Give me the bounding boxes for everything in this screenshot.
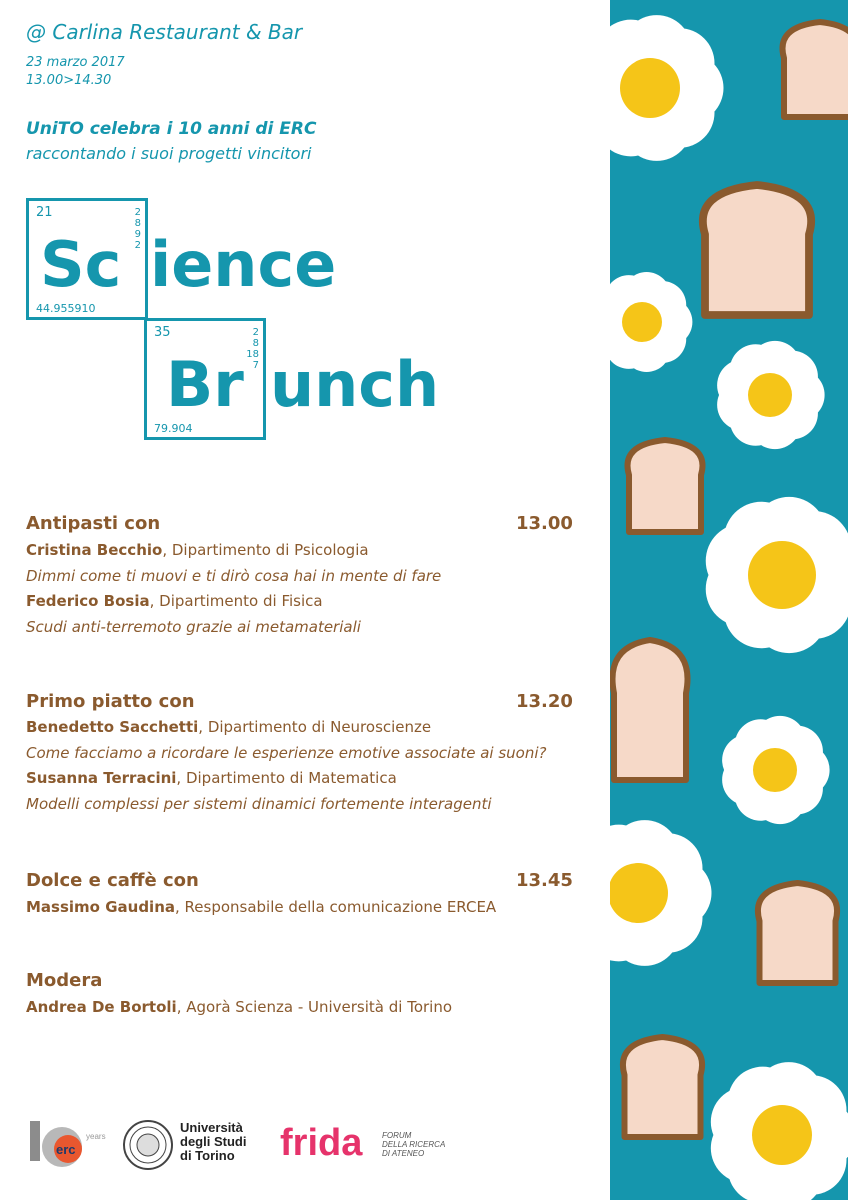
fried-egg-icon <box>610 15 724 161</box>
element-symbol: Sc <box>40 228 122 301</box>
fried-egg-icon <box>610 820 712 966</box>
toast-icon <box>628 440 703 532</box>
footer-logos <box>0 1115 600 1185</box>
speaker: Federico Bosia, Dipartimento di Fisica <box>26 592 323 610</box>
toast-icon <box>783 22 848 117</box>
fried-egg-icon <box>722 716 829 824</box>
svg-text:years: years <box>86 1132 106 1141</box>
unito-logo-text: Università degli Studi di Torino <box>180 1120 247 1163</box>
atomic-number: 21 <box>36 205 53 220</box>
venue: @ Carlina Restaurant & Bar <box>26 20 303 44</box>
title-word-rest: unch <box>270 348 440 421</box>
erc-logo <box>26 1117 106 1173</box>
section-title: Antipasti con <box>26 513 161 534</box>
atomic-mass: 79.904 <box>154 422 193 435</box>
talk-title: Scudi anti-terremoto grazie ai metamateriali <box>26 618 361 636</box>
speaker: Andrea De Bortoli, Agorà Scienza - Università di Torino <box>26 998 453 1016</box>
section-title: Dolce e caffè con <box>26 870 199 891</box>
toast-icon <box>623 1037 702 1137</box>
fried-egg-icon <box>706 497 848 653</box>
talk-title: Modelli complessi per sistemi dinamici fortemente interagenti <box>26 795 492 813</box>
speaker: Benedetto Sacchetti, Dipartimento di Neuroscienze <box>26 718 432 736</box>
fried-egg-icon <box>717 341 824 449</box>
subline: raccontando i suoi progetti vincitori <box>26 144 312 163</box>
toast-icon <box>613 640 688 780</box>
toast-icon <box>703 185 811 315</box>
svg-text:erc: erc <box>56 1142 76 1157</box>
event-time: 13.00>14.30 <box>26 73 112 88</box>
speaker: Cristina Becchio, Dipartimento di Psicologia <box>26 541 369 559</box>
section-title: Primo piatto con <box>26 691 195 712</box>
speaker: Susanna Terracini, Dipartimento di Matematica <box>26 769 397 787</box>
section-time: 13.20 <box>516 691 573 712</box>
event-date: 23 marzo 2017 <box>26 55 125 70</box>
title-word-rest: ience <box>150 228 337 301</box>
frida-logo: frida <box>280 1122 363 1164</box>
headline: UniTO celebra i 10 anni di ERC <box>26 119 317 139</box>
electron-shells: 2 8 18 7 <box>246 327 259 371</box>
speaker: Massimo Gaudina, Responsabile della comunicazione ERCEA <box>26 898 497 916</box>
fried-egg-icon <box>711 1062 848 1200</box>
frida-tagline: FORUM DELLA RICERCA DI ATENEO <box>382 1131 446 1158</box>
atomic-number: 35 <box>154 325 171 340</box>
section-time: 13.45 <box>516 870 573 891</box>
fried-egg-icon <box>610 272 692 372</box>
atomic-mass: 44.955910 <box>36 302 96 315</box>
unito-seal <box>122 1119 174 1171</box>
element-symbol: Br <box>166 348 244 421</box>
toast-icon <box>758 883 837 983</box>
section-title: Modera <box>26 970 103 991</box>
talk-title: Dimmi come ti muovi e ti dirò cosa hai in mente di fare <box>26 567 442 585</box>
electron-shells: 2 8 9 2 <box>134 207 141 251</box>
section-time: 13.00 <box>516 513 573 534</box>
breakfast-pattern <box>610 0 848 1200</box>
decorative-panel <box>610 0 848 1200</box>
talk-title: Come facciamo a ricordare le esperienze emotive associate ai suoni? <box>26 744 547 762</box>
